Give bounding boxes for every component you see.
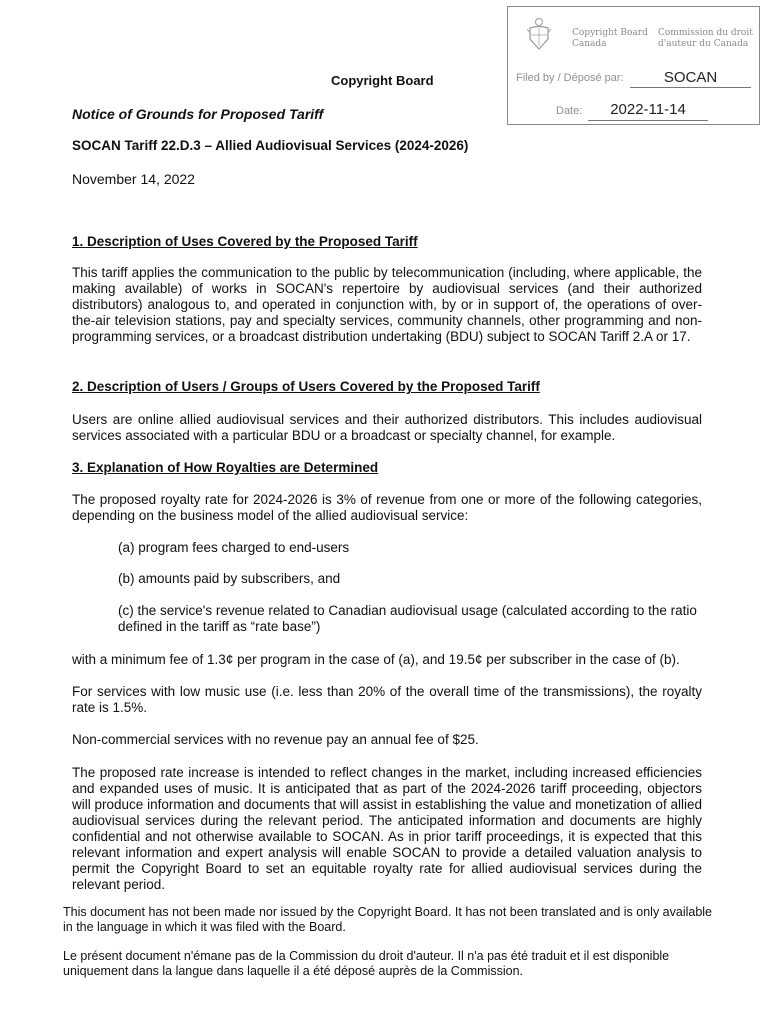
filed-by-value: SOCAN [663,69,718,86]
stamp-org-french: Commission du droit d'auteur du Canada [658,28,753,49]
date-value: 2022-11-14 [610,101,686,118]
document-date: November 14, 2022 [72,171,195,187]
date-label: Date: [556,105,583,117]
notice-title: Notice of Grounds for Proposed Tariff [72,106,324,122]
date-line [588,120,708,121]
board-title: Copyright Board [331,73,434,88]
stamp-org-english: Copyright Board Canada [572,28,648,49]
section-1-paragraph: This tariff applies the communication to the public by telecommunication (including, where applicable, the making available) of works in SOCAN's repertoire by audiovisual services (and their authorized distributors) analogous to, and operated in conjunction with, by or in support of, the operations of over-the-air television stations, pay and specialty services, community channels, other programming and non-programming services, or a broadcast distribution undertaking (BDU) subject to SOCAN Tariff 2.A or 17. [72,265,702,344]
low-music-use-paragraph: For services with low music use (i.e. less than 20% of the overall time of the transmissions), the royalty rate is 1.5%. [72,684,702,715]
list-item-c: (c) the service's revenue related to Canadian audiovisual usage (calculated according to the ratio defined in the tariff as “rate base”) [118,603,697,634]
section-2-paragraph: Users are online allied audiovisual services and their authorized distributors. This includes audiovisual services associated with a particular BDU or a broadcast or specialty channel, for example. [72,412,702,443]
tariff-title: SOCAN Tariff 22.D.3 – Allied Audiovisual Services (2024-2026) [72,138,469,153]
coat-of-arms-icon [526,17,552,51]
section-1-heading: 1. Description of Uses Covered by the Proposed Tariff [72,234,418,249]
section-3-heading: 3. Explanation of How Royalties are Determined [72,460,379,475]
footer-note-french: Le présent document n'émane pas de la Commission du droit d'auteur. Il n'a pas été traduit et il est disponible uniquement dans la langue dans laquelle il a été déposé auprès de la Commission. [63,949,670,978]
filed-by-label: Filed by / Déposé par: [516,72,624,84]
non-commercial-paragraph: Non-commercial services with no revenue pay an annual fee of $25. [72,732,479,747]
minimum-fee-paragraph: with a minimum fee of 1.3¢ per program in the case of (a), and 19.5¢ per subscriber in the case of (b). [72,652,680,667]
list-item-a: (a) program fees charged to end-users [118,540,350,555]
section-2-heading: 2. Description of Users / Groups of Users Covered by the Proposed Tariff [72,379,540,394]
list-item-b: (b) amounts paid by subscribers, and [118,571,341,586]
rate-increase-paragraph: The proposed rate increase is intended to reflect changes in the market, including increased efficiencies and expanded uses of music. It is anticipated that as part of the 2024-2026 tariff proceeding, objectors will produce information and documents that will assist in establishing the value and monetization of allied audiovisual services during the relevant period. The anticipated information and documents are highly confidential and not otherwise available to SOCAN. As in prior tariff proceedings, it is expected that this relevant information and expert analysis will enable SOCAN to provide a detailed valuation analysis to permit the Copyright Board to set an equitable royalty rate for allied audiovisual services during the relevant period. [72,765,702,892]
filing-stamp [507,6,760,125]
filed-by-line [630,87,751,88]
section-3-intro: The proposed royalty rate for 2024-2026 is 3% of revenue from one or more of the following categories, depending on the business model of the allied audiovisual service: [72,492,702,523]
footer-note-english: This document has not been made nor issued by the Copyright Board. It has not been translated and is only available in the language in which it was filed with the Board. [63,905,713,934]
